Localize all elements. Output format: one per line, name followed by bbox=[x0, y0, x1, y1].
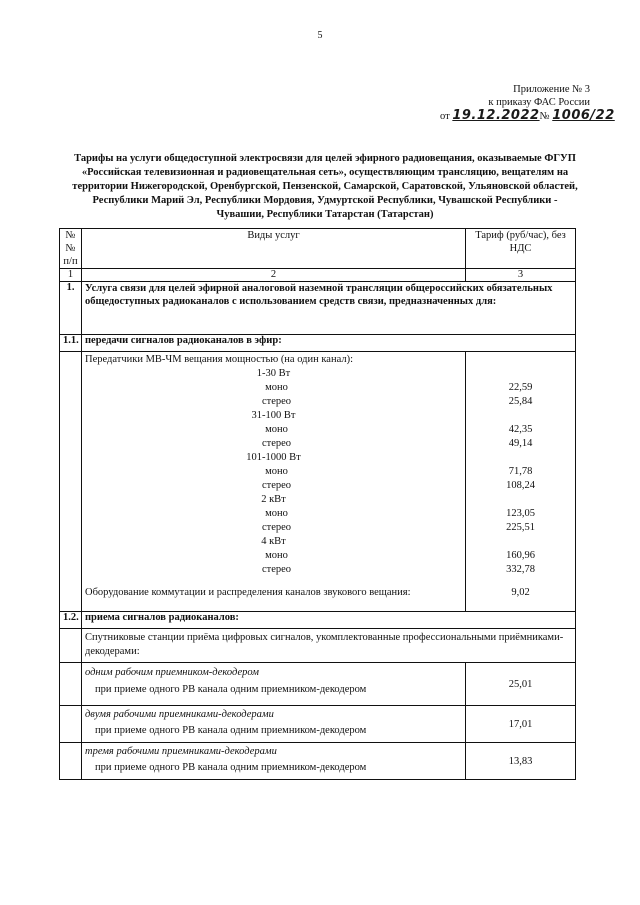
header-tariff: Тариф (руб/час), без НДС bbox=[466, 229, 576, 269]
tariff-value: 332,78 bbox=[506, 564, 535, 575]
appendix-from: от bbox=[440, 111, 450, 122]
tariff-value: 160,96 bbox=[506, 550, 535, 561]
document-title: Тарифы на услуги общедоступной электросвязи для целей эфирного радиовещания, оказываемые ФГУП «Российская телевизионная и радиовещательная сеть», осуществляющим трансляцию, вещателям на территории Нижегородской, Оренбургской, Пензенской, Самарской, Саратовской, Ульяновской областей, Республики Марий Эл, Республики Мордовия, Удмуртской Республики, Чувашской Республики - Чувашии, Республики Татарстан (Татарстан) bbox=[72, 153, 578, 220]
satellite-row bbox=[60, 629, 576, 663]
equipment-value: 9,02 bbox=[511, 587, 530, 598]
receiver-row bbox=[60, 743, 576, 780]
section-1-row bbox=[60, 282, 576, 335]
header-service: Виды услуг bbox=[82, 229, 466, 269]
section-1-2-text: приема сигналов радиоканалов: bbox=[82, 612, 576, 629]
tariff-value: 25,84 bbox=[508, 396, 533, 407]
transmitters-heading: Передатчики МВ-ЧМ вещания мощностью (на один канал): bbox=[85, 354, 353, 365]
tariff-table bbox=[59, 228, 576, 780]
tariff-value: 22,59 bbox=[508, 382, 533, 393]
receiver-line: при приеме одного РВ канала одним приемником-декодером bbox=[95, 725, 367, 736]
receiver-value: 25,01 bbox=[466, 663, 576, 706]
satellite-text: Спутниковые станции приёма цифровых сигналов, укомплектованные профессиональными приёмниками-декодерами: bbox=[82, 629, 576, 663]
header-num: №№ п/п bbox=[60, 229, 82, 269]
transmitters-values bbox=[466, 352, 576, 612]
section-1-1-row bbox=[60, 335, 576, 352]
page-number: 5 bbox=[317, 30, 323, 41]
receiver-row bbox=[60, 706, 576, 743]
tariff-value: 71,78 bbox=[508, 466, 533, 477]
appendix-title: Приложение № 3 bbox=[513, 84, 590, 95]
mode-row: стерео bbox=[261, 564, 292, 575]
tariff-value: 123,05 bbox=[506, 508, 535, 519]
mode-row: стерео bbox=[261, 480, 292, 491]
appendix-block bbox=[440, 83, 615, 123]
power-row: 101-1000 Вт bbox=[246, 452, 301, 463]
section-1-1-num: 1.1. bbox=[60, 335, 82, 352]
receiver-label: тремя рабочими приемниками-декодерами bbox=[85, 746, 277, 757]
receiver-line: при приеме одного РВ канала одним приемником-декодером bbox=[95, 684, 367, 695]
receiver-label: одним рабочим приемником-декодером bbox=[85, 667, 259, 678]
section-1-text: Услуга связи для целей эфирной аналоговой наземной трансляции общероссийских обязательных общедоступных радиоканалов с использованием средств связи, предназначенных для: bbox=[82, 282, 576, 335]
section-1-1-text: передачи сигналов радиоканалов в эфир: bbox=[82, 335, 576, 352]
equipment-row: Оборудование коммутации и распределения каналов звукового вещания: bbox=[85, 587, 411, 598]
mode-row: стерео bbox=[261, 438, 292, 449]
receiver-value: 17,01 bbox=[466, 706, 576, 743]
mode-row: стерео bbox=[261, 522, 292, 533]
appendix-date-line bbox=[440, 108, 615, 123]
mode-row: моно bbox=[265, 424, 288, 435]
index-col-1: 1 bbox=[60, 269, 82, 282]
mode-row: моно bbox=[265, 508, 288, 519]
table-header-row bbox=[60, 229, 576, 269]
section-1-2-row bbox=[60, 612, 576, 629]
power-row: 31-100 Вт bbox=[251, 410, 296, 421]
appendix-order: к приказу ФАС России bbox=[488, 97, 590, 108]
transmitters-row bbox=[60, 352, 576, 612]
receiver-label: двумя рабочими приемниками-декодерами bbox=[85, 709, 274, 720]
receiver-line: при приеме одного РВ канала одним приемником-декодером bbox=[95, 762, 367, 773]
index-col-2: 2 bbox=[82, 269, 466, 282]
receiver-cell bbox=[82, 706, 466, 743]
mode-row: моно bbox=[265, 466, 288, 477]
tariff-value: 225,51 bbox=[506, 522, 535, 533]
receiver-row bbox=[60, 663, 576, 706]
handwritten-date: 19.12.2022 bbox=[452, 108, 540, 123]
table-index-row bbox=[60, 269, 576, 282]
power-row: 2 кВт bbox=[261, 494, 286, 505]
number-sign: № bbox=[539, 111, 550, 122]
receiver-value: 13,83 bbox=[466, 743, 576, 780]
section-1-2-num: 1.2. bbox=[60, 612, 82, 629]
handwritten-number: 1006/22 bbox=[552, 108, 615, 123]
power-row: 4 кВт bbox=[261, 536, 286, 547]
mode-row: моно bbox=[265, 550, 288, 561]
tariff-value: 42,35 bbox=[508, 424, 533, 435]
power-row: 1-30 Вт bbox=[256, 368, 291, 379]
mode-row: стерео bbox=[261, 396, 292, 407]
mode-row: моно bbox=[265, 382, 288, 393]
tariff-value: 108,24 bbox=[506, 480, 535, 491]
receiver-cell bbox=[82, 743, 466, 780]
index-col-3: 3 bbox=[466, 269, 576, 282]
transmitters-list bbox=[82, 352, 466, 612]
section-1-num: 1. bbox=[60, 282, 82, 335]
tariff-value: 49,14 bbox=[508, 438, 533, 449]
receiver-cell bbox=[82, 663, 466, 706]
